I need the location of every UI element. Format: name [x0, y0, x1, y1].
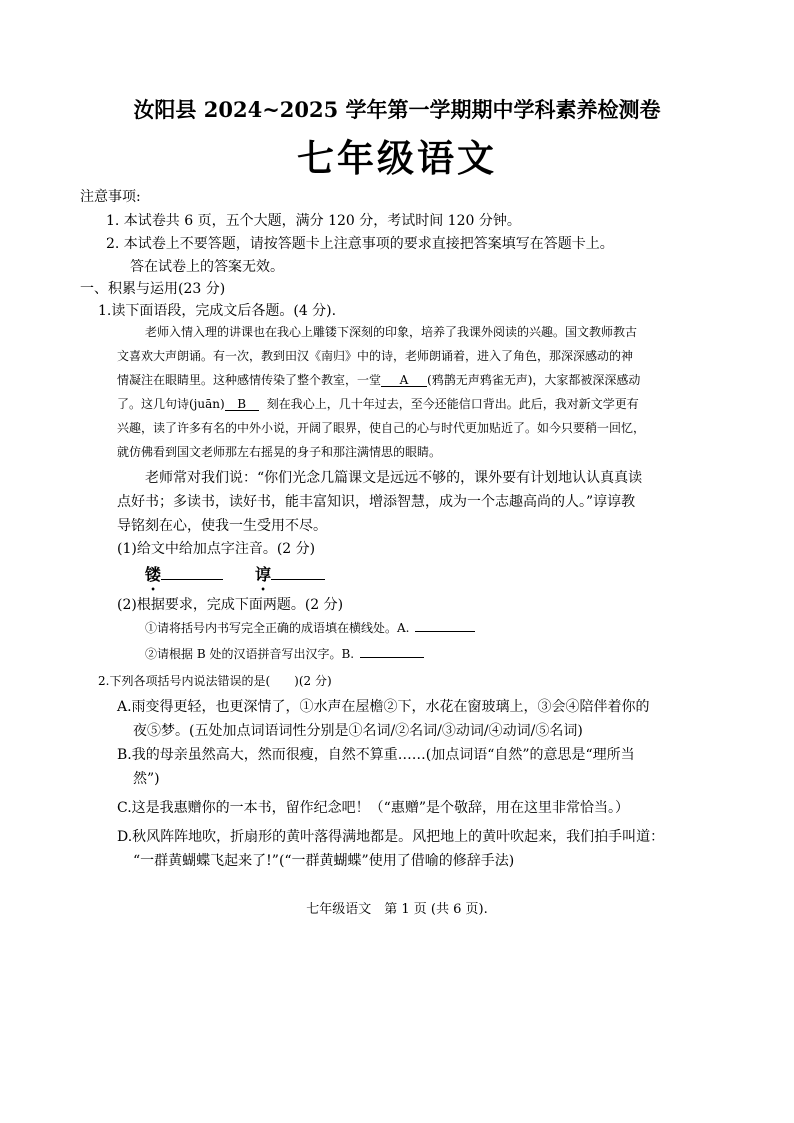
exam-title: 汝阳县 2024~2025 学年第一学期期中学科素养检测卷 [133, 97, 661, 122]
answer-line[interactable] [271, 565, 325, 580]
exam-subject: 七年级语文 [297, 136, 497, 180]
notes-heading: 注意事项: [80, 189, 141, 205]
q2-option-b: B.我的母亲虽然高大，然而很瘦，自然不算重……(加点词语“自然”的意思是“理所当 [117, 747, 635, 763]
note-item-1: 1. 本试卷共 6 页，五个大题，满分 120 分，考试时间 120 分钟。 [106, 213, 521, 229]
q2-option-c: C.这是我惠赠你的一本书，留作纪念吧！（“惠赠”是个敬辞，用在这里非常恰当。） [117, 800, 629, 816]
char-zhun: 谆 [255, 565, 272, 584]
q1-passage-line: 就仿佛看到国文老师那左右摇晃的身子和那注满情思的眼睛。 [117, 445, 442, 459]
answer-line[interactable] [161, 565, 223, 580]
passage-text: (鸦鹊无声鸦雀无声)，大家都被深深感动 [427, 373, 641, 387]
q2-option-d: D.秋风阵阵地吹，折扇形的黄叶落得满地都是。风把地上的黄叶吹起来，我们拍手叫道： [117, 829, 665, 845]
pinyin-row [145, 562, 325, 594]
passage-text: 了。这几句诗(juān) [117, 397, 225, 411]
note-item-2-cont: 答在试卷上的答案无效。 [130, 259, 284, 275]
q1-prompt: 1.读下面语段，完成文后各题。(4 分). [98, 303, 337, 319]
answer-line[interactable] [415, 619, 475, 632]
q1-passage-line [117, 395, 639, 412]
q2-option-a: 夜⑤梦。(五处加点词语词性分别是①名词/②名词/③动词/④动词/⑤名词) [133, 723, 583, 739]
q2-option-d: “一群黄蝴蝶飞起来了!”(“一群黄蝴蝶”使用了借喻的修辞手法) [133, 853, 515, 869]
section1-heading: 一、积累与运用(23 分) [80, 281, 226, 297]
page-footer: 七年级语文 第 1 页 (共 6 页). [306, 902, 488, 917]
q1-sub2-ii: ②请根据 B 处的汉语拼音写出汉字。B. [145, 645, 424, 662]
q1-sub2: (2)根据要求，完成下面两题。(2 分) [117, 597, 344, 613]
char-lou: 镂 [145, 565, 162, 584]
q1-passage-line: 文喜欢大声朗诵。有一次，教到田汉《南归》中的诗，老师朗诵着，进入了角色，那深深感动的神 [117, 349, 634, 363]
answer-line[interactable] [360, 645, 424, 658]
q2-option-b: 然”) [133, 771, 160, 787]
q2-prompt: 2.下列各项括号内说法错误的是( )(2 分) [98, 674, 332, 688]
q1-passage-line: 老师常对我们说：“你们光念几篇课文是远远不够的，课外要有计划地认认真真读 [145, 470, 643, 486]
q1-passage-line [117, 371, 640, 388]
note-item-2: 2. 本试卷上不要答题，请按答题卡上注意事项的要求直接把答案填写在答题卡上。 [106, 236, 614, 252]
blank-a: A [381, 373, 427, 387]
passage-text: 刻在我心上，几十年过去，至今还能信口背出。此后，我对新文学更有 [266, 397, 639, 411]
q1-passage-line: 老师入情入理的讲课也在我心上雕镂下深刻的印象，培养了我课外阅读的兴趣。国文教师教古 [145, 325, 638, 339]
blank-b: B [225, 397, 259, 411]
q1-passage-line: 导铭刻在心，使我一生受用不尽。 [117, 518, 327, 534]
passage-text: 情凝注在眼睛里。这种感情传染了整个教室，一堂 [117, 373, 382, 387]
q1-passage-line: 点好书；多读书，读好书，能丰富知识，增添智慧，成为一个志趣高尚的人。”谆谆教 [117, 494, 636, 510]
q2-option-a: A.雨变得更轻，也更深情了，①水声在屋檐②下，水花在窗玻璃上，③会④陪伴着你的 [117, 699, 650, 715]
q1-sub1: (1)给文中给加点字注音。(2 分) [117, 541, 316, 557]
q1-sub2-i: ①请将括号内书写完全正确的成语填在横线处。A. [145, 619, 475, 636]
q1-passage-line: 兴趣，读了许多有名的中外小说，开阔了眼界，使自己的心与时代更加贴近了。如今只要稍一回忆， [117, 421, 646, 435]
